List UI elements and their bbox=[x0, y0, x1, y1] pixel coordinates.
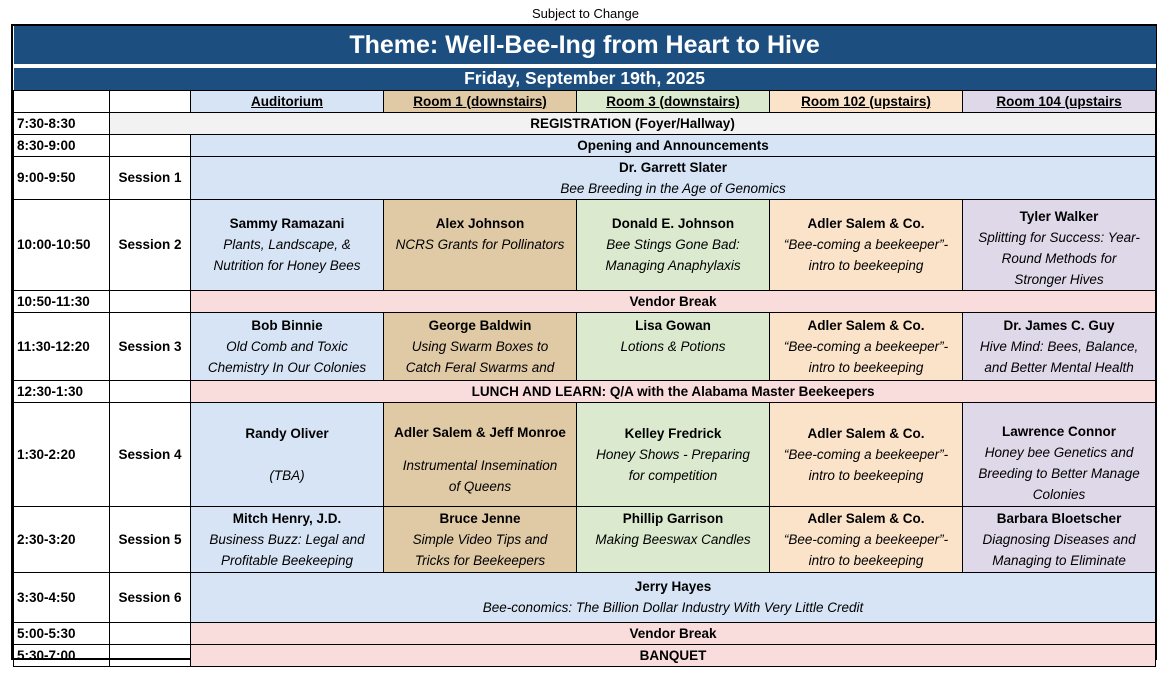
speaker-name: Dr. James C. Guy bbox=[1003, 317, 1115, 333]
talk-cell bbox=[191, 199, 384, 290]
speaker-name: Tyler Walker bbox=[1019, 208, 1099, 224]
time-slot: 9:00-9:50 bbox=[14, 156, 110, 199]
time-slot: 2:30-3:20 bbox=[14, 506, 110, 572]
talk-cell bbox=[384, 506, 577, 572]
talk-title: Business Buzz: Legal and bbox=[209, 531, 365, 547]
talk-title: Catch Feral Swarms and bbox=[405, 359, 555, 375]
talk-title: for competition bbox=[628, 467, 718, 483]
talk-title: Instrumental Insemination bbox=[402, 457, 558, 473]
speaker-name: Lisa Gowan bbox=[635, 317, 711, 333]
vendor-break-cell: Vendor Break bbox=[191, 622, 1156, 644]
banquet-cell: BANQUET bbox=[191, 644, 1156, 666]
session-label: Session 6 bbox=[110, 572, 191, 622]
talk-title: Honey bee Genetics and bbox=[984, 445, 1134, 460]
session-label: Session 5 bbox=[110, 506, 191, 572]
talk-title: intro to beekeeping bbox=[808, 467, 924, 483]
talk-cell bbox=[191, 402, 384, 506]
schedule-row bbox=[14, 644, 1156, 666]
speaker-name: Phillip Garrison bbox=[622, 510, 724, 526]
room-header-auditorium: Auditorium bbox=[191, 90, 384, 112]
talk-cell bbox=[577, 199, 770, 290]
talk-title: Making Beeswax Candles bbox=[595, 531, 751, 547]
empty-session-cell bbox=[110, 622, 191, 644]
talk-title: Diagnosing Diseases and bbox=[982, 531, 1136, 547]
talk-title: “Bee-coming a beekeeper”- bbox=[783, 446, 949, 462]
talk-title: Hive Mind: Bees, Balance, bbox=[979, 338, 1139, 354]
talk-cell bbox=[384, 312, 577, 380]
empty-session-cell bbox=[110, 644, 191, 666]
time-slot: 12:30-1:30 bbox=[14, 380, 110, 402]
speaker-name: Randy Oliver bbox=[245, 425, 329, 441]
talk-title: Nutrition for Honey Bees bbox=[213, 258, 361, 273]
talk-title: Bee Stings Gone Bad: bbox=[606, 237, 740, 252]
speaker-name: Bob Binnie bbox=[251, 317, 323, 333]
talk-title: Managing to Eliminate bbox=[992, 552, 1126, 568]
talk-cell bbox=[191, 506, 384, 572]
schedule-row bbox=[14, 572, 1156, 622]
talk-title: Lotions & Potions bbox=[620, 338, 726, 354]
speaker-name: Sammy Ramazani bbox=[229, 216, 345, 231]
talk-cell bbox=[384, 199, 577, 290]
session-label: Session 2 bbox=[110, 199, 191, 290]
talk-title: Old Comb and Toxic bbox=[226, 338, 348, 354]
talk-cell bbox=[770, 199, 963, 290]
talk-title: Colonies bbox=[1032, 487, 1086, 502]
room-header-room-104: Room 104 (upstairs bbox=[963, 90, 1156, 112]
speaker-name: Kelley Fredrick bbox=[624, 425, 722, 441]
time-slot: 7:30-8:30 bbox=[14, 112, 110, 134]
talk-title: Profitable Beekeeping bbox=[220, 552, 354, 568]
schedule-row bbox=[14, 199, 1156, 290]
room-header-room-102: Room 102 (upstairs) bbox=[770, 90, 963, 112]
time-slot: 3:30-4:50 bbox=[14, 572, 110, 622]
session-label: Session 4 bbox=[110, 402, 191, 506]
speaker-name: Lawrence Connor bbox=[1002, 424, 1117, 439]
talk-cell bbox=[577, 312, 770, 380]
speaker-name: Alex Johnson bbox=[435, 216, 525, 231]
schedule-row bbox=[14, 402, 1156, 506]
speaker-name: Barbara Bloetscher bbox=[996, 510, 1122, 526]
speaker-name: Mitch Henry, J.D. bbox=[232, 510, 342, 526]
talk-cell bbox=[963, 402, 1156, 506]
talk-cell bbox=[191, 312, 384, 380]
speaker-name: Adler Salem & Co. bbox=[807, 216, 925, 231]
schedule-row bbox=[14, 290, 1156, 312]
talk-title: NCRS Grants for Pollinators bbox=[395, 237, 565, 252]
talk-cell bbox=[384, 402, 577, 506]
theme-title: Theme: Well-Bee-Ing from Heart to Hive bbox=[14, 26, 1156, 66]
talk-title: Using Swarm Boxes to bbox=[411, 338, 549, 354]
talk-cell bbox=[963, 312, 1156, 380]
plenary-session-6 bbox=[191, 572, 1156, 622]
opening-announcements-cell: Opening and Announcements bbox=[191, 134, 1156, 156]
speaker-name: Jerry Hayes bbox=[634, 579, 712, 594]
plenary-session-1 bbox=[191, 156, 1156, 199]
time-slot: 10:00-10:50 bbox=[14, 199, 110, 290]
empty-session-cell bbox=[110, 290, 191, 312]
talk-title: Managing Anaphylaxis bbox=[605, 258, 741, 273]
talk-title: intro to beekeeping bbox=[808, 552, 924, 568]
registration-cell: REGISTRATION (Foyer/Hallway) bbox=[110, 112, 1156, 134]
time-slot: 5:00-5:30 bbox=[14, 622, 110, 644]
schedule-row bbox=[14, 312, 1156, 380]
blank-session-header bbox=[110, 90, 191, 112]
time-slot: 10:50-11:30 bbox=[14, 290, 110, 312]
time-slot: 8:30-9:00 bbox=[14, 134, 110, 156]
vendor-break-cell: Vendor Break bbox=[191, 290, 1156, 312]
talk-title: intro to beekeeping bbox=[808, 359, 924, 375]
speaker-name: Adler Salem & Co. bbox=[807, 317, 925, 333]
talk-title: (TBA) bbox=[269, 467, 305, 483]
talk-title: “Bee-coming a beekeeper”- bbox=[783, 237, 949, 252]
schedule-row bbox=[14, 622, 1156, 644]
speaker-name: Dr. Garrett Slater bbox=[619, 159, 728, 175]
talk-title: Tricks for Beekeepers bbox=[414, 552, 546, 568]
schedule-row bbox=[14, 112, 1156, 134]
speaker-name: Adler Salem & Co. bbox=[807, 510, 925, 526]
speaker-name: Bruce Jenne bbox=[439, 510, 521, 526]
talk-title: Bee Breeding in the Age of Genomics bbox=[560, 180, 786, 196]
schedule-row bbox=[14, 506, 1156, 572]
speaker-name: Adler Salem & Jeff Monroe bbox=[394, 424, 566, 440]
talk-title: of Queens bbox=[448, 478, 512, 494]
time-slot: 5:30-7:00 bbox=[14, 644, 110, 666]
talk-cell bbox=[770, 312, 963, 380]
talk-title: Round Methods for bbox=[1001, 250, 1117, 266]
schedule-row bbox=[14, 156, 1156, 199]
room-header-room-1: Room 1 (downstairs) bbox=[384, 90, 577, 112]
talk-title: “Bee-coming a beekeeper”- bbox=[783, 338, 949, 354]
room-header-room-3: Room 3 (downstairs) bbox=[577, 90, 770, 112]
session-label: Session 3 bbox=[110, 312, 191, 380]
empty-session-cell bbox=[110, 380, 191, 402]
subject-to-change-note: Subject to Change bbox=[532, 6, 639, 21]
talk-title: Splitting for Success: Year- bbox=[978, 229, 1140, 245]
time-slot: 11:30-12:20 bbox=[14, 312, 110, 380]
event-date: Friday, September 19th, 2025 bbox=[14, 66, 1156, 90]
talk-title: Chemistry In Our Colonies bbox=[207, 359, 367, 375]
lunch-and-learn-cell: LUNCH AND LEARN: Q/A with the Alabama Master Beekeepers bbox=[191, 380, 1156, 402]
talk-title: Honey Shows - Preparing bbox=[596, 446, 750, 462]
empty-session-cell bbox=[110, 134, 191, 156]
schedule-row bbox=[14, 134, 1156, 156]
talk-title: “Bee-coming a beekeeper”- bbox=[783, 531, 949, 547]
talk-cell bbox=[577, 402, 770, 506]
talk-title: Breeding to Better Manage bbox=[978, 466, 1140, 481]
talk-cell bbox=[770, 402, 963, 506]
blank-time-header bbox=[14, 90, 110, 112]
talk-cell bbox=[770, 506, 963, 572]
talk-title: Bee-conomics: The Billion Dollar Industry With Very Little Credit bbox=[482, 600, 864, 615]
room-header-row bbox=[14, 90, 1156, 112]
speaker-name: Donald E. Johnson bbox=[611, 216, 735, 231]
talk-title: Stronger Hives bbox=[1014, 271, 1104, 287]
time-slot: 1:30-2:20 bbox=[14, 402, 110, 506]
talk-title: intro to beekeeping bbox=[808, 258, 924, 273]
speaker-name: Adler Salem & Co. bbox=[807, 425, 925, 441]
talk-cell bbox=[577, 506, 770, 572]
talk-cell bbox=[963, 199, 1156, 290]
talk-cell bbox=[963, 506, 1156, 572]
speaker-name: George Baldwin bbox=[428, 317, 532, 333]
talk-title: Simple Video Tips and bbox=[412, 531, 548, 547]
talk-title: and Better Mental Health bbox=[984, 359, 1134, 375]
schedule-table bbox=[11, 24, 1157, 663]
session-label: Session 1 bbox=[110, 156, 191, 199]
talk-title: Plants, Landscape, & bbox=[223, 237, 351, 252]
schedule-row bbox=[14, 380, 1156, 402]
